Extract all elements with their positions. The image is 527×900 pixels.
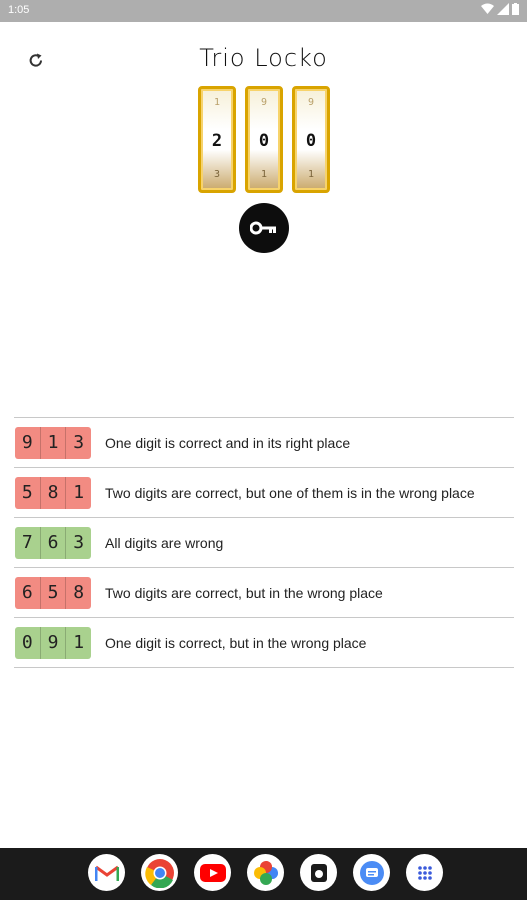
app-drawer[interactable] [406, 854, 443, 891]
chrome-icon [145, 858, 175, 888]
clue-code [15, 477, 91, 509]
clue-text: One digit is correct, but in the wrong place [105, 635, 367, 651]
wifi-icon [481, 3, 494, 15]
clue-digit: 8 [73, 582, 85, 603]
clue-digit: 8 [41, 477, 67, 509]
wheel-next-digit: 1 [307, 169, 315, 180]
wheel-next-digit: 3 [213, 169, 221, 180]
clue-row [14, 417, 514, 467]
youtube-icon [200, 864, 226, 882]
clue-code [15, 527, 91, 559]
camera-app[interactable] [300, 854, 337, 891]
clue-code [15, 627, 91, 659]
clue-text: Two digits are correct, but in the wrong place [105, 585, 383, 601]
wheel-current-digit: 2 [211, 131, 223, 151]
battery-icon [512, 3, 519, 15]
clue-list [14, 417, 514, 668]
clue-text: One digit is correct and in its right place [105, 435, 351, 451]
photos-icon [253, 860, 279, 886]
clue-code [15, 427, 91, 459]
lock-wheel-3[interactable] [292, 86, 330, 193]
app-dock-bar [0, 848, 527, 900]
unlock-button[interactable] [239, 203, 289, 253]
dock [88, 854, 443, 891]
clue-digit: 1 [73, 482, 85, 503]
photos-app[interactable] [247, 854, 284, 891]
clue-text: Two digits are correct, but one of them is in the wrong place [105, 485, 475, 501]
lock-wheel-2[interactable] [245, 86, 283, 193]
status-bar [0, 0, 527, 22]
status-icons [481, 3, 519, 15]
wheel-next-digit: 1 [260, 169, 268, 180]
status-time: 1:05 [8, 4, 30, 16]
clue-row [14, 517, 514, 567]
clue-row [14, 617, 514, 668]
camera-icon [308, 862, 330, 884]
clue-row [14, 567, 514, 617]
clue-digit: 9 [41, 627, 67, 659]
clue-code [15, 577, 91, 609]
clue-row [14, 467, 514, 517]
gmail-icon [95, 864, 119, 882]
app-drawer-icon [417, 865, 433, 881]
clue-digit: 1 [73, 632, 85, 653]
clue-digit: 6 [15, 577, 41, 609]
key-icon [250, 220, 278, 236]
wheel-prev-digit: 1 [213, 97, 221, 108]
signal-icon [497, 3, 509, 15]
messages-app[interactable] [353, 854, 390, 891]
clue-digit: 9 [15, 427, 41, 459]
clue-digit: 3 [73, 532, 85, 553]
clue-digit: 7 [15, 527, 41, 559]
page-title: Trio Locko [199, 44, 328, 72]
wheel-prev-digit: 9 [260, 97, 268, 108]
clue-text: All digits are wrong [105, 535, 224, 551]
wheel-prev-digit: 9 [307, 97, 315, 108]
chrome-app[interactable] [141, 854, 178, 891]
gmail-app[interactable] [88, 854, 125, 891]
clue-digit: 1 [41, 427, 67, 459]
lock-wheel-1[interactable] [198, 86, 236, 193]
youtube-app[interactable] [194, 854, 231, 891]
clue-digit: 5 [41, 577, 67, 609]
messages-icon [359, 860, 385, 886]
wheel-current-digit: 0 [305, 131, 317, 151]
clue-digit: 3 [73, 432, 85, 453]
wheel-current-digit: 0 [258, 131, 270, 151]
combination-lock [198, 86, 333, 196]
clue-digit: 5 [15, 477, 41, 509]
clue-digit: 6 [41, 527, 67, 559]
clue-digit: 0 [15, 627, 41, 659]
